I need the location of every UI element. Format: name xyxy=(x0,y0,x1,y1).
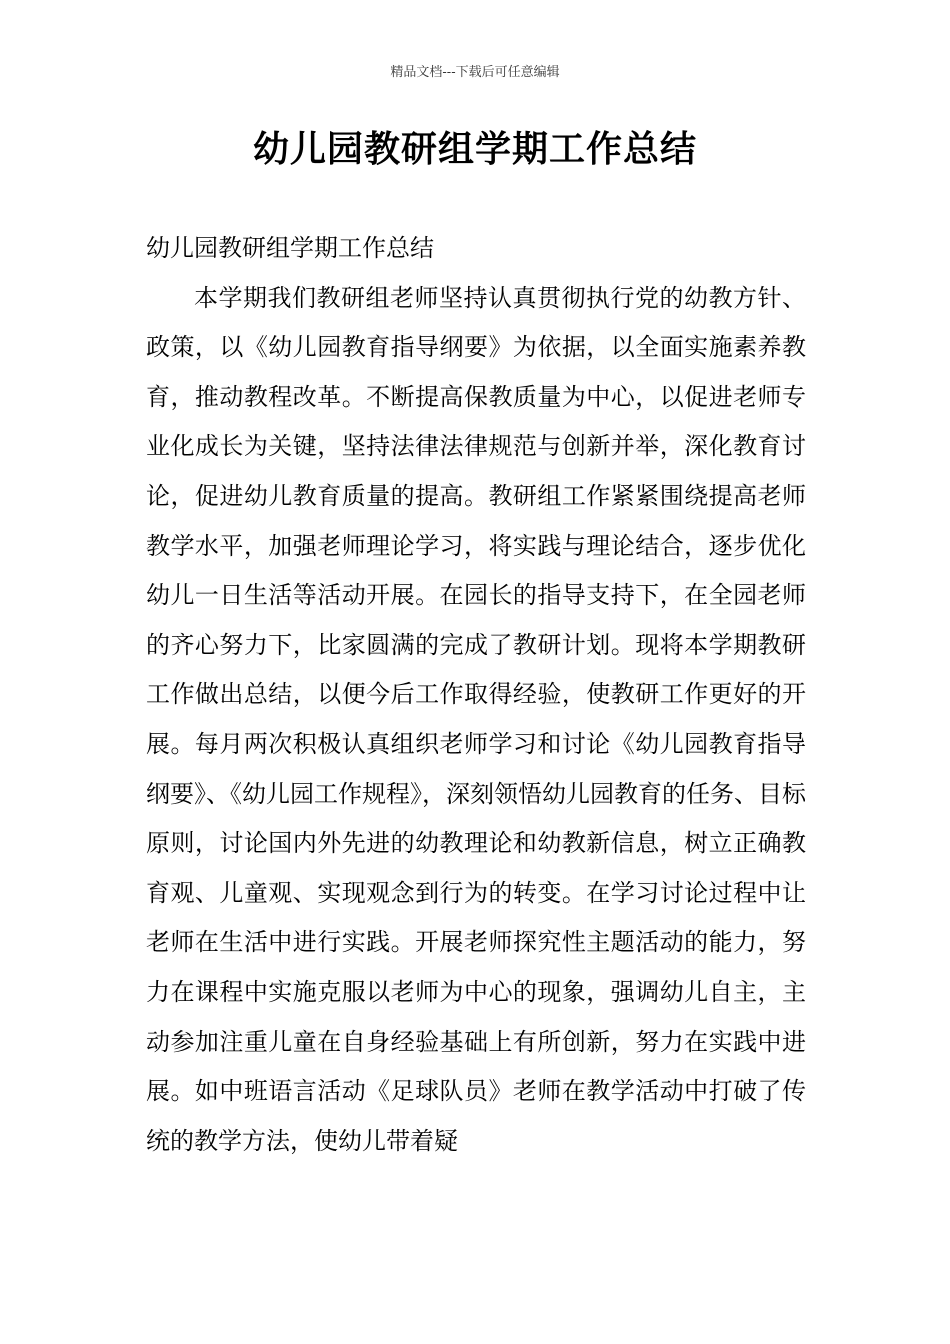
document-subtitle: 幼儿园教研组学期工作总结 xyxy=(146,234,434,262)
header-note: 精品文档---下载后可任意编辑 xyxy=(390,65,560,80)
body-paragraph: 本学期我们教研组老师坚持认真贯彻执行党的幼教方针、政策，以《幼儿园教育指导纲要》为依据，以全面实施素养教育，推动教程改革。不断提高保教质量为中心，以促进老师专业化成长为关键，坚持法律法律规范与创新并举，深化教育讨论，促进幼儿教育质量的提高。教研组工作紧紧围绕提高老师教学水平，加强老师理论学习，将实践与理论结合，逐步优化幼儿一日生活等活动开展。在园长的指导支持下，在全园老师的齐心努力下，比家圆满的完成了教研计划。现将本学期教研工作做出总结，以便今后工作取得经验，使教研工作更好的开展。每月两次积极认真组织老师学习和讨论《幼儿园教育指导纲要》、《幼儿园工作规程》，深刻领悟幼儿园教育的任务、目标原则，讨论国内外先进的幼教理论和幼教新信息，树立正确教育观、儿童观、实现观念到行为的转变。在学习讨论过程中让老师在生活中进行实践。开展老师探究性主题活动的能力，努力在课程中实施克服以老师为中心的现象，强调幼儿自主，主动参加注重儿童在自身经验基础上有所创新，努力在实践中进展。如中班语言活动《足球队员》老师在教学活动中打破了传统的教学方法，使幼儿带着疑 xyxy=(146,283,806,1155)
document-title: 幼儿园教研组学期工作总结 xyxy=(252,129,697,170)
document-body xyxy=(146,224,806,1166)
